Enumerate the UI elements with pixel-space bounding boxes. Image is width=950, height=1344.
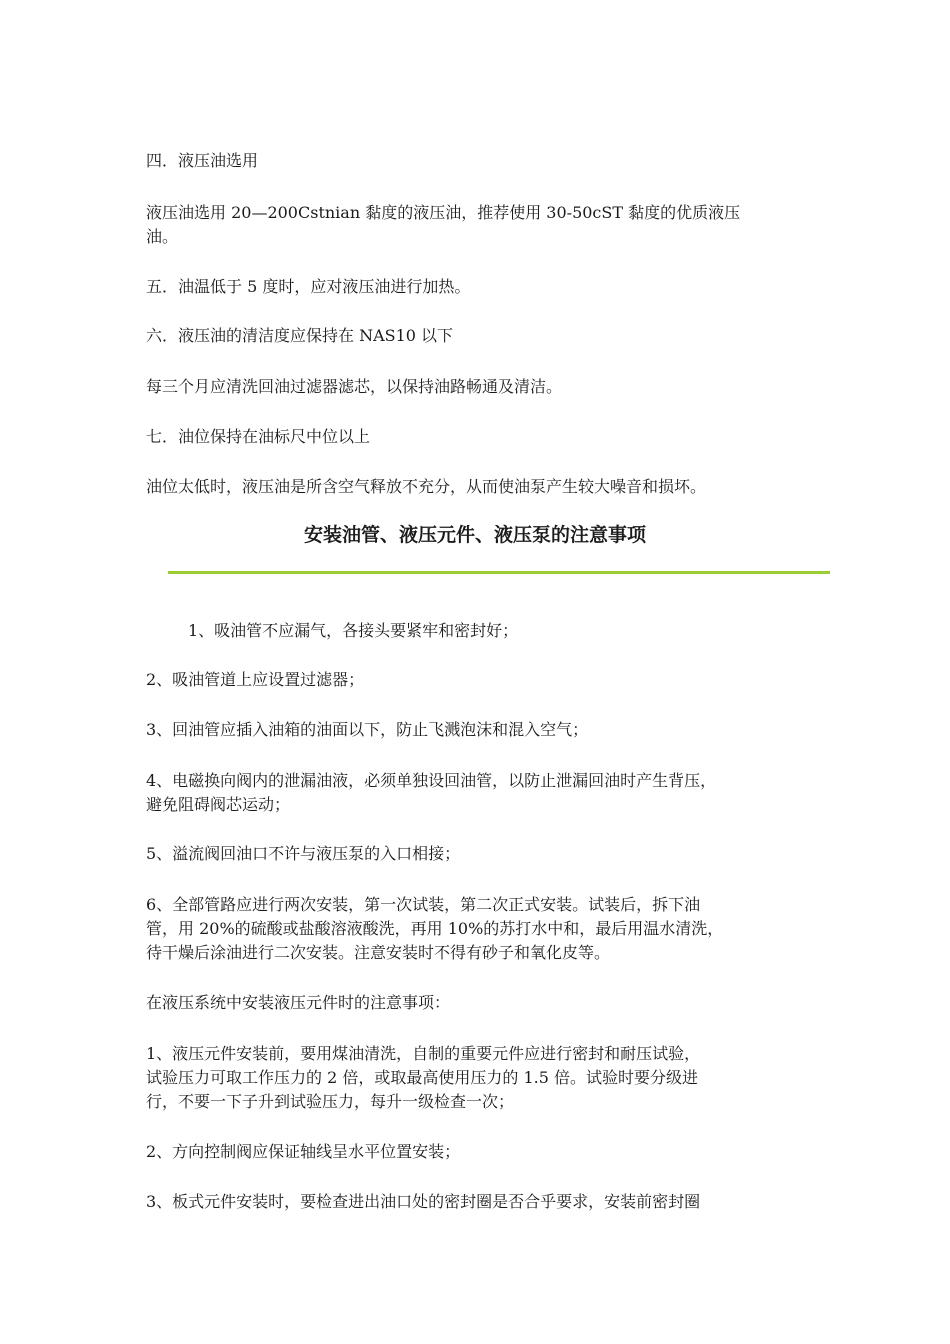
components-section-heading: 在液压系统中安装液压元件时的注意事项： xyxy=(146,993,451,1012)
component-item: 1、液压元件安装前，要用煤油清洗，自制的重要元件应进行密封和耐压试验， xyxy=(146,1044,701,1063)
install-item: 避免阻碍阀芯运动； xyxy=(146,795,291,814)
section-six-body: 每三个月应清洗回油过滤器滤芯，以保持油路畅通及清洁。 xyxy=(146,377,563,396)
component-item: 试验压力可取工作压力的 2 倍，或取最高使用压力的 1.5 倍。试验时要分级进 xyxy=(146,1068,698,1087)
section-four-body-line: 液压油选用 20—200Cstnian 黏度的液压油，推荐使用 30-50cST 黏度的优质液压 xyxy=(146,203,741,222)
section-seven-body: 油位太低时，液压油是所含空气释放不充分，从而使油泵产生较大噪音和损坏。 xyxy=(146,477,707,496)
install-item: 管，用 20%的硫酸或盐酸溶液酸洗，再用 10%的苏打水中和，最后用温水清洗， xyxy=(146,919,724,938)
install-item: 2、吸油管道上应设置过滤器； xyxy=(146,670,365,689)
component-item: 2、方向控制阀应保证轴线呈水平位置安装； xyxy=(146,1142,461,1161)
install-item: 待干燥后涂油进行二次安装。注意安装时不得有砂子和氧化皮等。 xyxy=(146,943,611,962)
component-item: 3、板式元件安装时，要检查进出油口处的密封圈是否合乎要求，安装前密封圈 xyxy=(146,1192,701,1211)
install-item: 3、回油管应插入油箱的油面以下，防止飞溅泡沫和混入空气； xyxy=(146,720,589,739)
section-five-heading: 五．油温低于 5 度时，应对液压油进行加热。 xyxy=(146,277,471,296)
section-four-heading: 四．液压油选用 xyxy=(146,151,259,170)
install-item: 4、电磁换向阀内的泄漏油液，必须单独设回油管，以防止泄漏回油时产生背压， xyxy=(146,771,717,790)
section-seven-heading: 七．油位保持在油标尺中位以上 xyxy=(146,427,371,446)
install-item: 1、吸油管不应漏气，各接头要紧牢和密封好； xyxy=(188,621,519,640)
install-item: 6、全部管路应进行两次安装，第一次试装，第二次正式安装。试装后，拆下油 xyxy=(146,895,701,914)
section-six-heading: 六．液压油的清洁度应保持在 NAS10 以下 xyxy=(146,326,454,345)
title-divider xyxy=(168,571,830,574)
install-section-title: 安装油管、液压元件、液压泵的注意事项 xyxy=(303,524,646,546)
install-item: 5、溢流阀回油口不许与液压泵的入口相接； xyxy=(146,844,461,863)
section-four-body-line: 油。 xyxy=(146,227,179,246)
component-item: 行，不要一下子升到试验压力，每升一级检查一次； xyxy=(146,1092,515,1111)
